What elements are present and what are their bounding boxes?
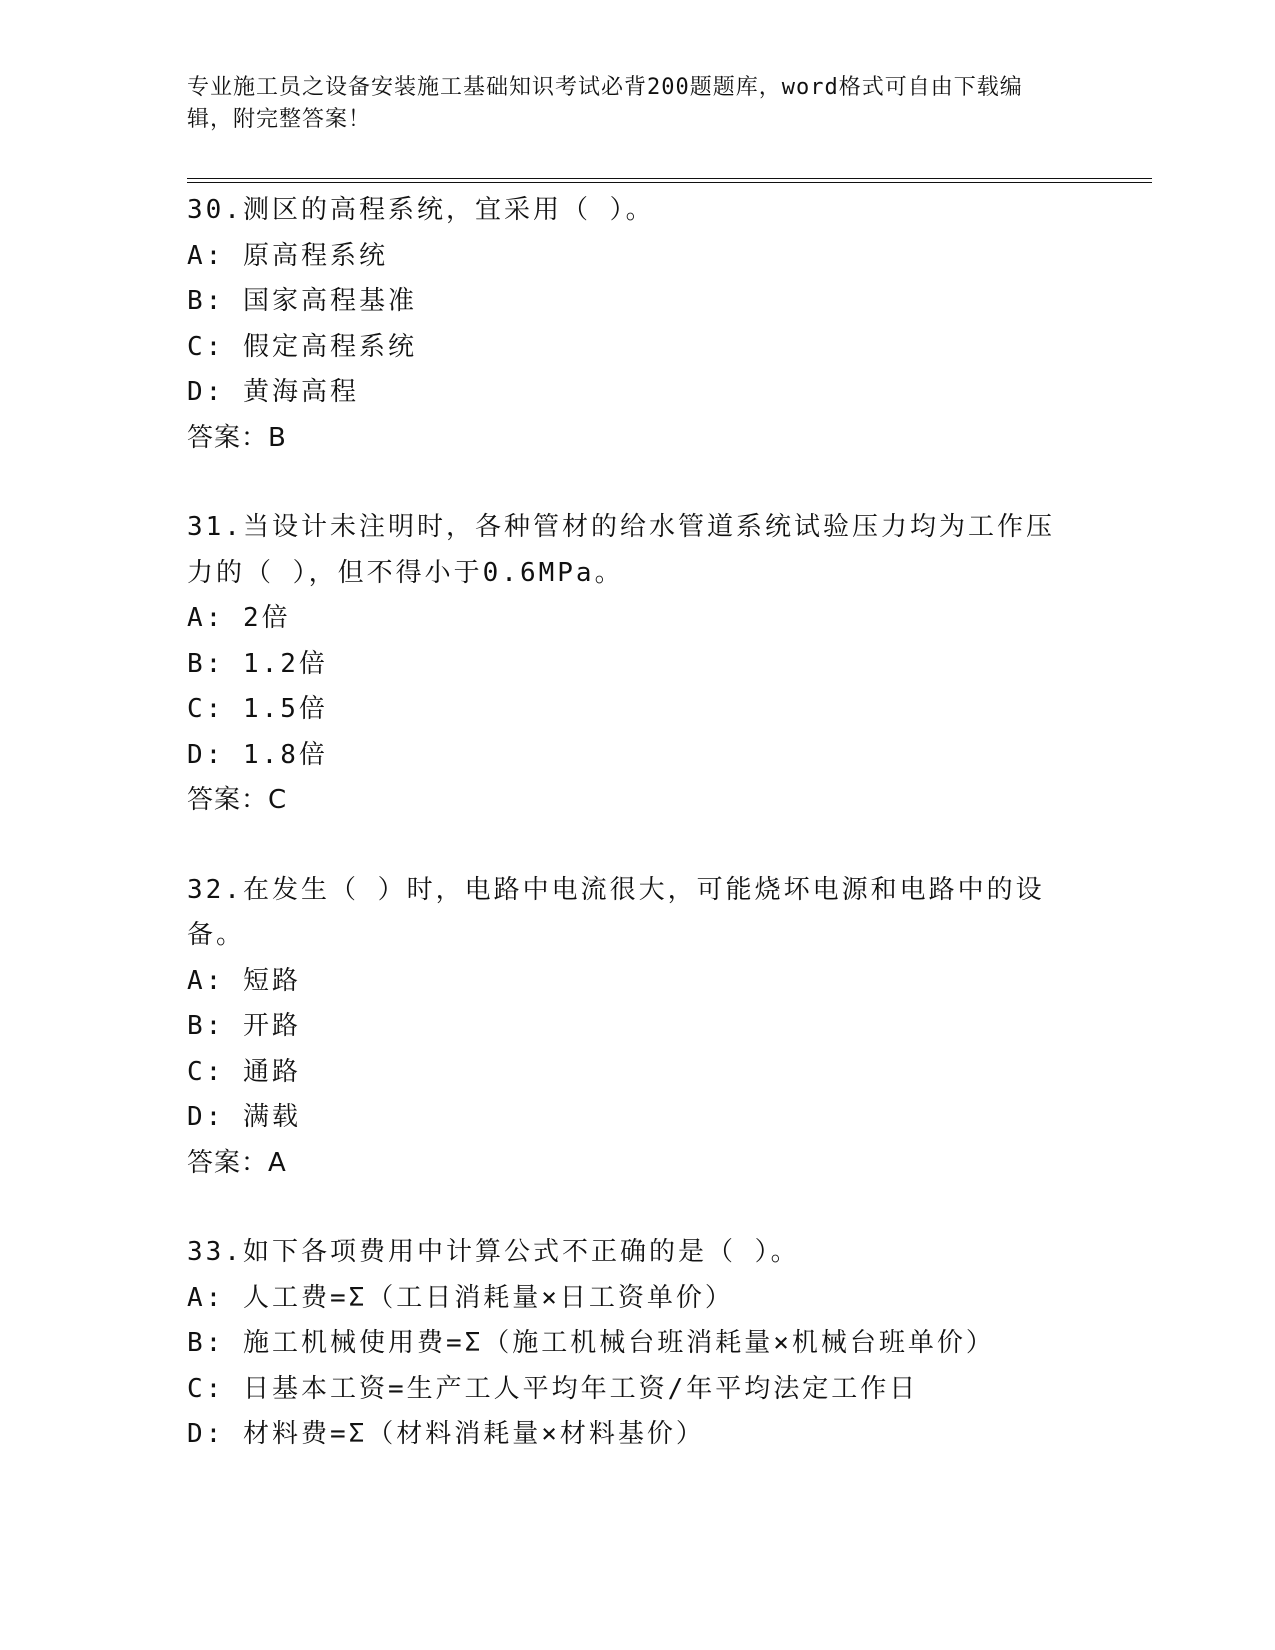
question-31 [187,505,1087,824]
header-divider [187,178,1152,183]
option-b: B: 1.2倍 [187,648,328,679]
option-a: A: 2倍 [187,603,291,633]
question-30 [187,188,1087,461]
question-text: 31.当设计未注明时，各种管材的给水管道系统试验压力均为工作压力的（ ），但不得小于0.6MPa。 [187,512,1055,588]
question-text: 32.在发生（ ）时，电路中电流很大，可能烧坏电源和电路中的设备。 [187,874,1045,950]
document-header: 专业施工员之设备安装施工基础知识考试必背200题题库，word格式可自由下载编辑，附完整答案！ [187,75,1023,132]
option-d: D: 1.8倍 [187,739,328,770]
option-d: D: 黄海高程 [187,377,359,407]
option-c: C: 假定高程系统 [187,331,417,362]
question-33 [187,1230,1087,1458]
option-d: D: 材料费=Σ（材料消耗量×材料基价） [187,1419,705,1449]
question-32 [187,868,1087,1187]
option-a: A: 人工费=Σ（工日消耗量×日工资单价） [187,1282,734,1313]
question-text: 33.如下各项费用中计算公式不正确的是（ ）。 [187,1237,800,1267]
answer-label: 答案：B [187,422,287,453]
option-c: C: 通路 [187,1056,301,1087]
option-a: A: 短路 [187,965,301,996]
option-a: A: 原高程系统 [187,240,388,271]
question-list [187,188,1087,1502]
answer-label: 答案：A [187,1147,287,1178]
option-b: B: 开路 [187,1011,301,1041]
option-c: C: 1.5倍 [187,694,328,724]
option-d: D: 满载 [187,1102,301,1132]
option-b: B: 国家高程基准 [187,286,417,316]
option-b: B: 施工机械使用费=Σ（施工机械台班消耗量×机械台班单价） [187,1328,995,1358]
option-c: C: 日基本工资=生产工人平均年工资/年平均法定工作日 [187,1373,919,1404]
question-text: 30.测区的高程系统，宜采用（ ）。 [187,195,655,225]
answer-label: 答案：C [187,785,288,815]
